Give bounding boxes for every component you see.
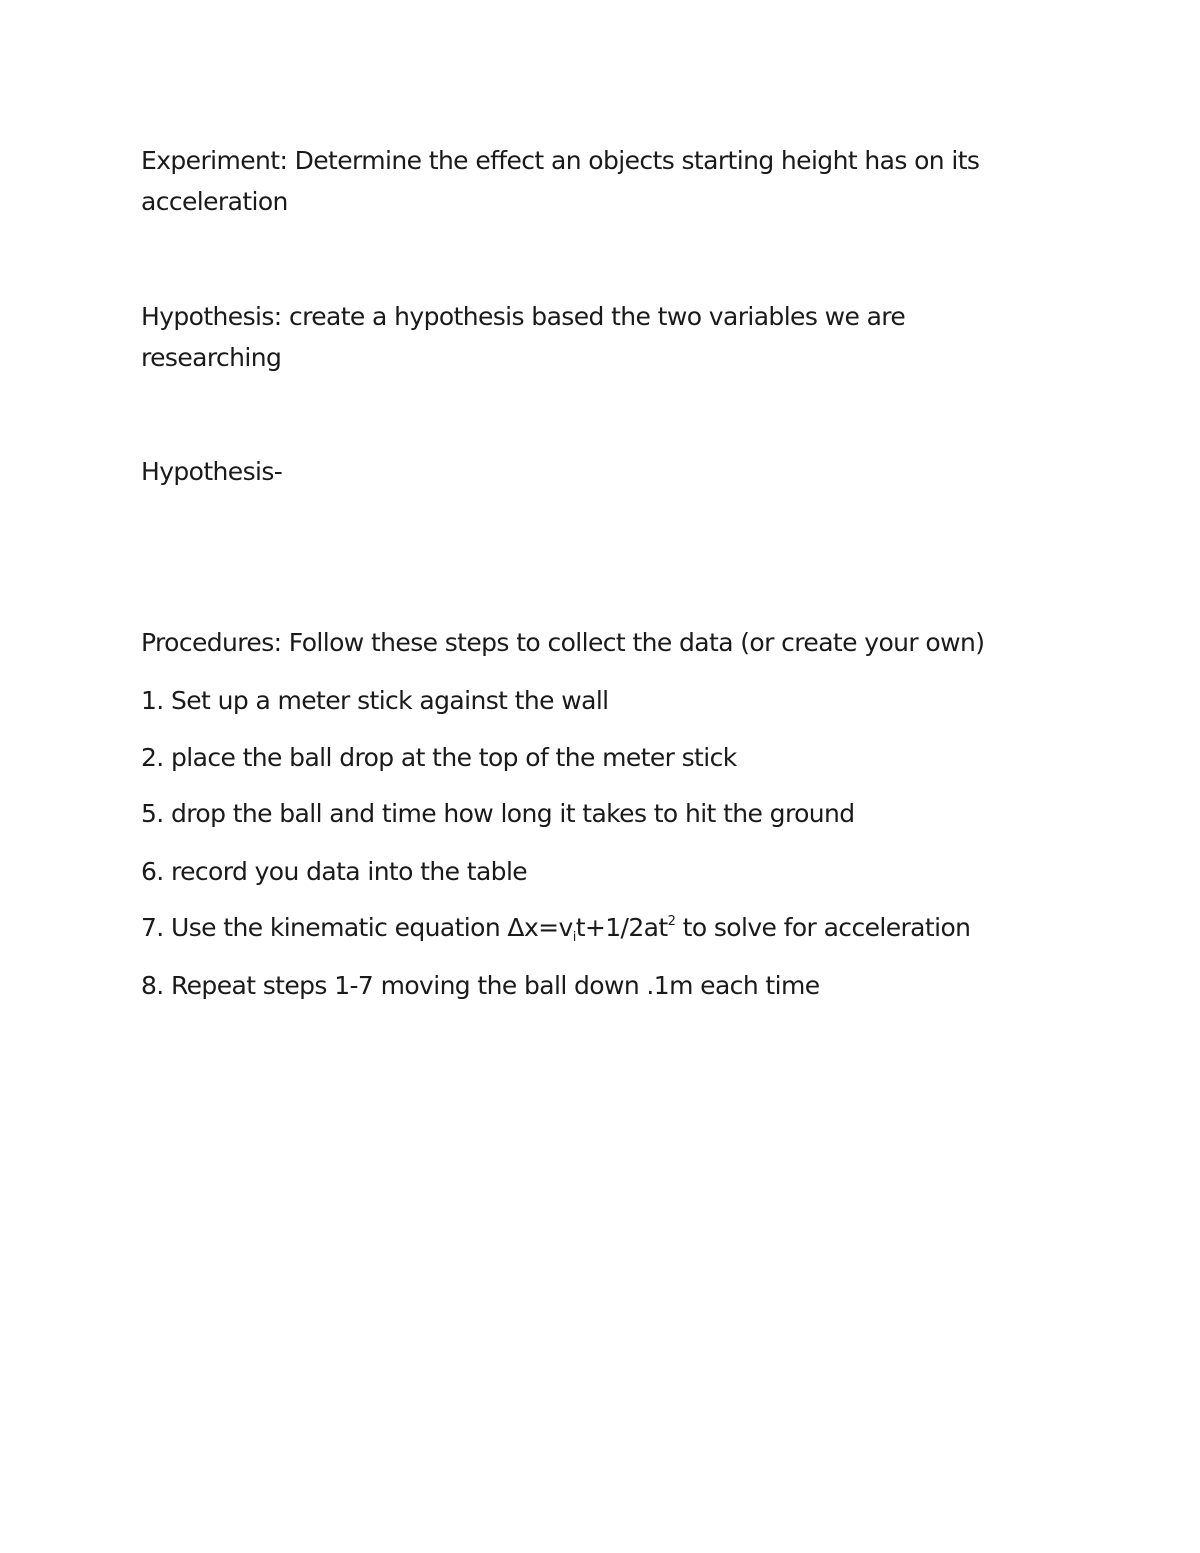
step-7-middle: t+1/2at (575, 913, 668, 942)
hypothesis-prompt-line-1: Hypothesis: create a hypothesis based the two variables we are (141, 302, 906, 331)
procedure-step-7 (141, 913, 970, 943)
hypothesis-prompt-line-2: researching (141, 343, 282, 372)
procedure-step-6: 6. record you data into the table (141, 857, 528, 886)
experiment-line-1: Experiment: Determine the effect an objects starting height has on its (141, 146, 980, 175)
procedure-step-8: 8. Repeat steps 1-7 moving the ball down .1m each time (141, 971, 820, 1000)
procedures-heading: Procedures: Follow these steps to collect the data (or create your own) (141, 628, 985, 657)
procedure-step-2: 2. place the ball drop at the top of the meter stick (141, 743, 737, 772)
step-7-prefix: 7. Use the kinematic equation Δx=v (141, 913, 573, 942)
velocity-initial-subscript: i (572, 930, 576, 945)
hypothesis-label: Hypothesis- (141, 457, 283, 486)
procedure-step-5: 5. drop the ball and time how long it takes to hit the ground (141, 799, 855, 828)
experiment-line-2: acceleration (141, 187, 288, 216)
step-7-suffix: to solve for acceleration (675, 913, 971, 942)
time-squared-superscript: 2 (667, 914, 676, 929)
procedure-step-1: 1. Set up a meter stick against the wall (141, 686, 609, 715)
